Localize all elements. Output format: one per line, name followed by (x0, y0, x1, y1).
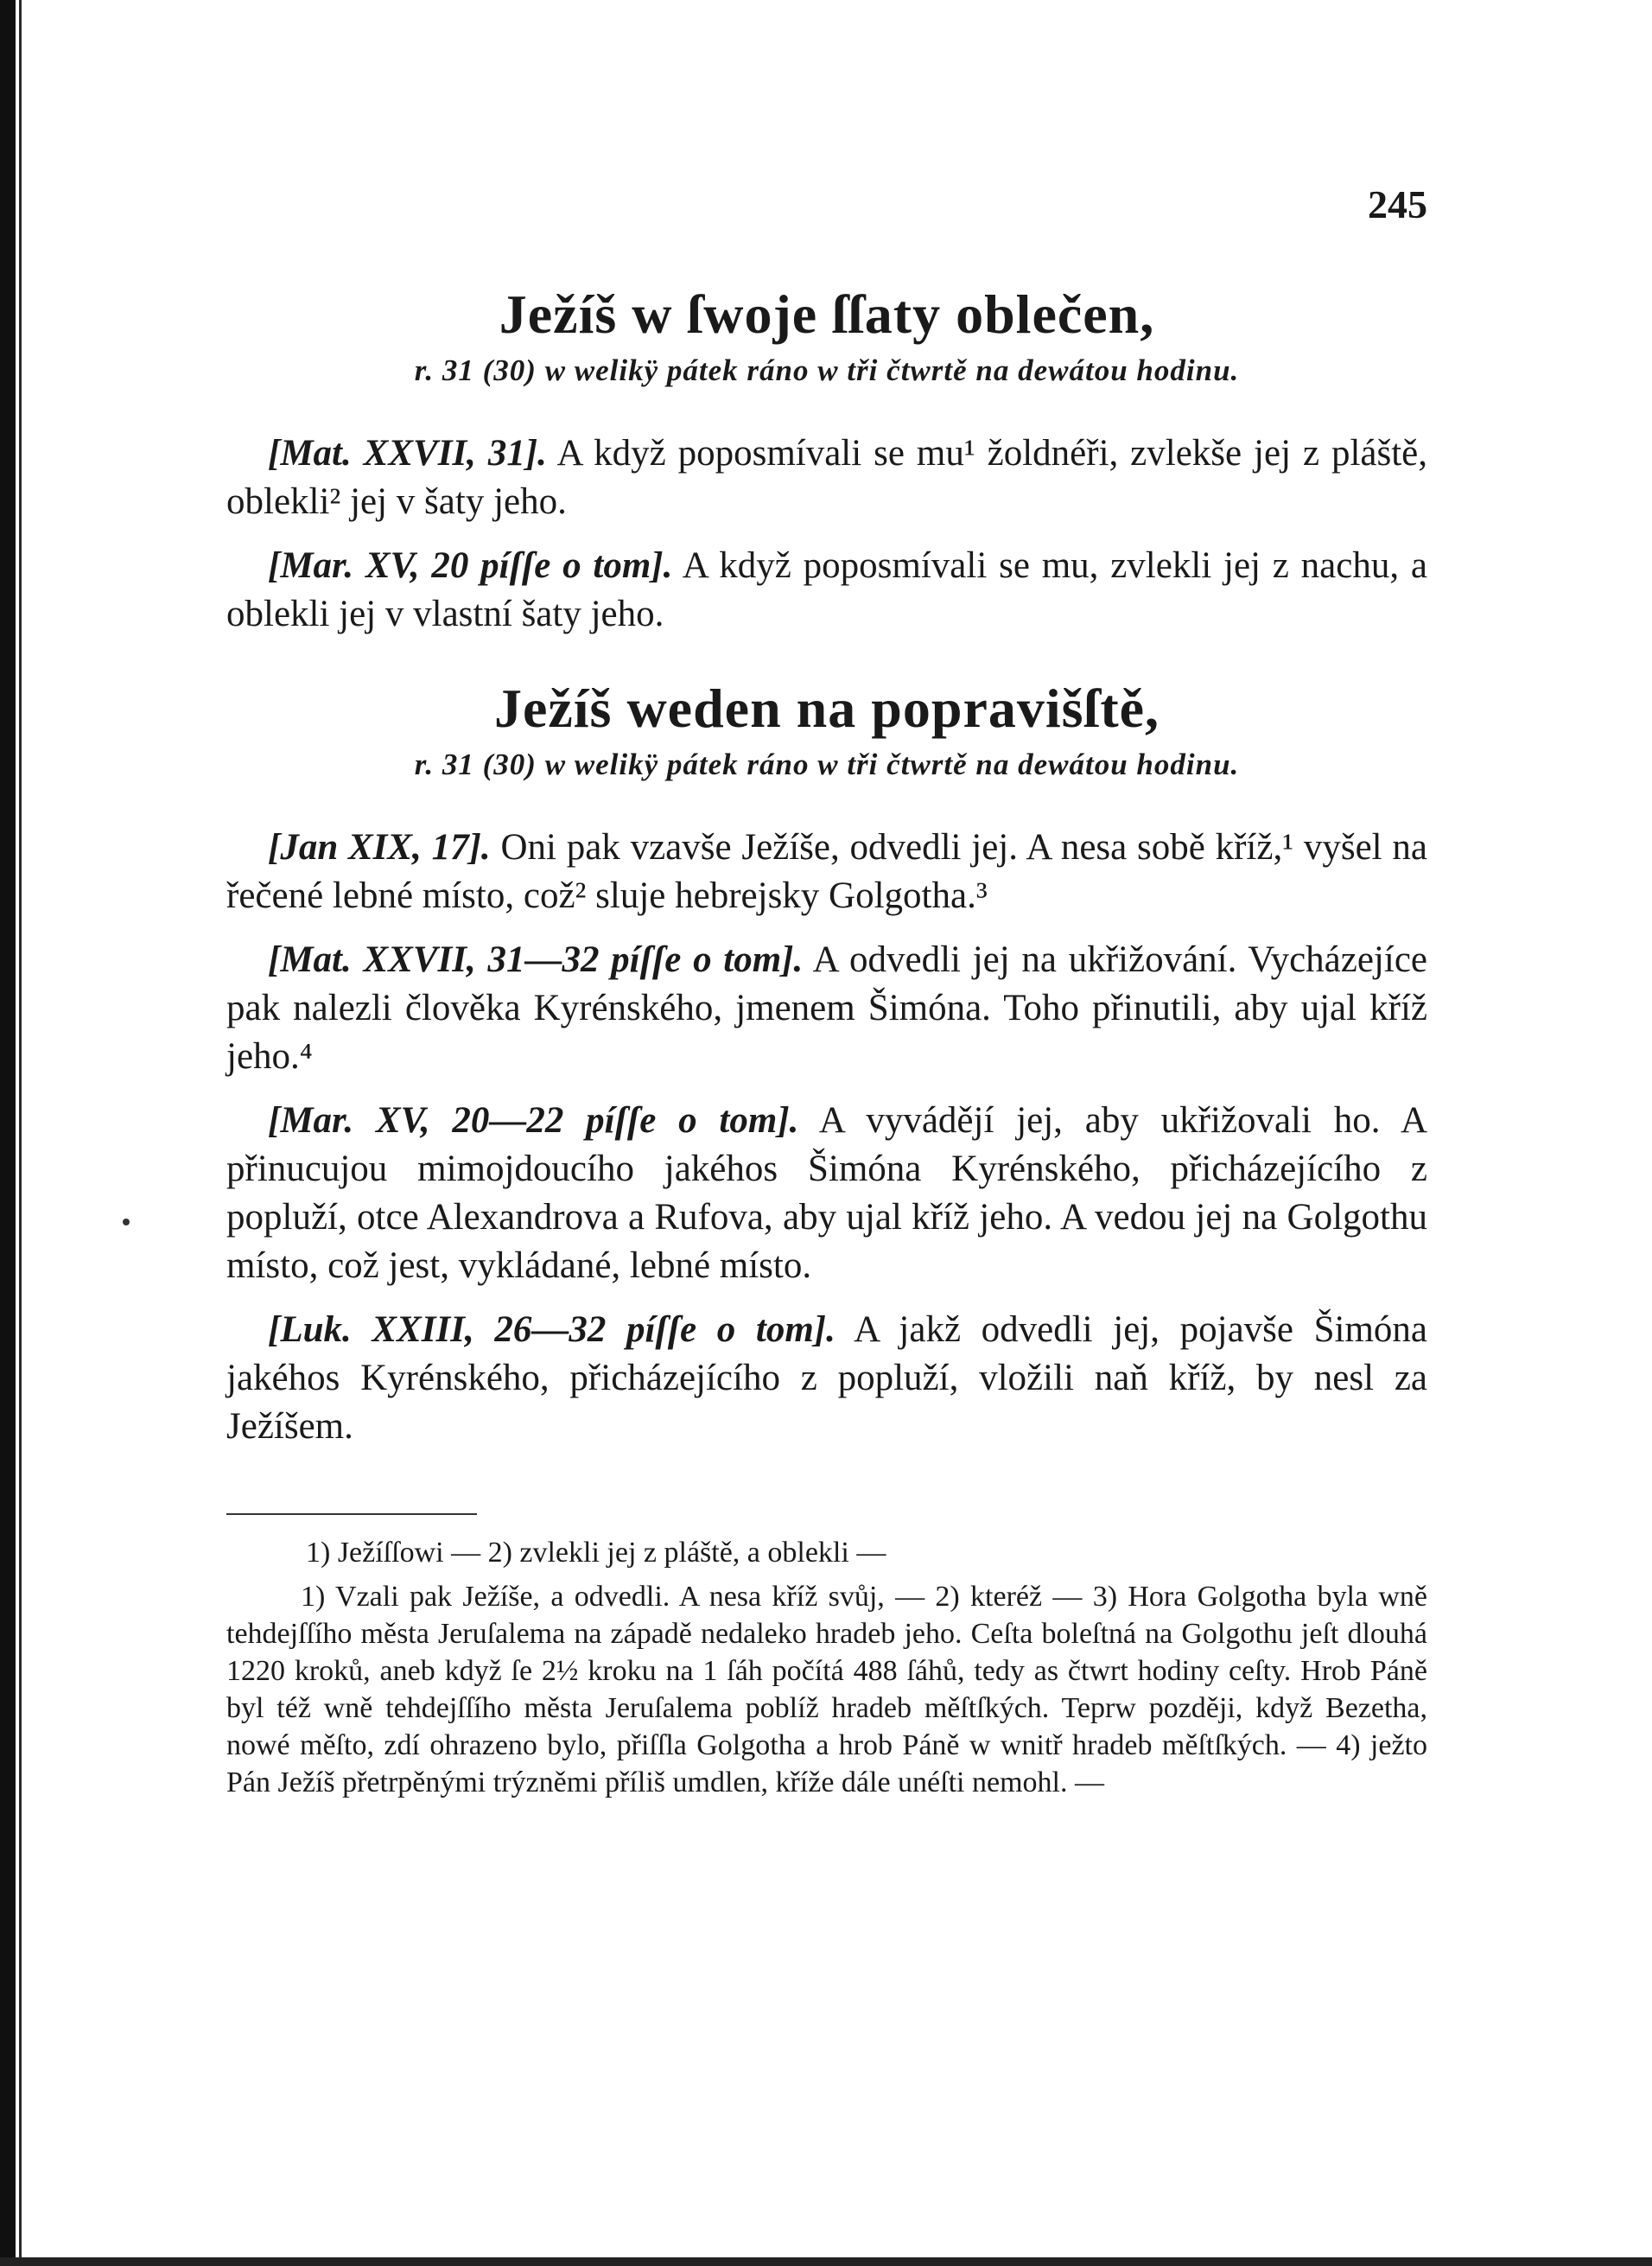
section-1-paragraph (226, 542, 1427, 639)
paragraph-text: A vyvádějí jej, aby ukřižovali ho. A přinucujou mimojdoucího jakéhos Šimóna Kyrénského, přicházejícího z popluží, otce Alexandrova a Rufova, aby ujal kříž jeho. A vedou jej na Golgothu místo, což jest, vykládané, lebné místo. (226, 1100, 1427, 1286)
page-content (226, 147, 1427, 1808)
page-bottom-edge (0, 2257, 1652, 2266)
section-2-paragraph (226, 1306, 1427, 1451)
scripture-reference: [Mar. XV, 20—22 píſſe o tom]. (268, 1100, 799, 1141)
section-2-subtitle: r. 31 (30) w welikÿ pátek ráno w tři čtwrtě na dewátou hodinu. (414, 748, 1240, 781)
footnote: 1) Vzali pak Ježíše, a odvedli. A nesa kříž svůj, — 2) kteréž — 3) Hora Golgotha byla wně tehdejſſího města Jeruſalema na západě nedaleko hradeb jeho. Ceſta boleſtná na Golgothu jeſt dlouhá 1220 kroků, aneb když ſe 2½ kroku na 1 ſáh počítá 488 ſáhů, tedy as čtwrt hodiny ceſty. Hrob Páně byl též wně tehdejſſího města Jeruſalema poblíž hradeb měſtſkých. Teprw později, když Bezetha, nowé měſto, zdí ohrazeno bylo, přiſſla Golgotha a hrob Páně w wnitř hradeb měſtſkých. — 4) ježto Pán Ježíš přetrpěnými trýzněmi příliš umdlen, kříže dále unéſti nemohl. — (226, 1581, 1427, 1798)
section-2-paragraph (226, 1097, 1427, 1290)
scripture-reference: [Mat. XXVII, 31—32 píſſe o tom]. (268, 939, 804, 980)
footnote: 1) Ježíſſowi — 2) zvlekli jej z pláště, a oblekli — (306, 1537, 886, 1569)
section-1-title: Ježíš w ſwoje ſſaty oblečen, (499, 283, 1155, 345)
scripture-reference: [Mar. XV, 20 píſſe o tom]. (268, 545, 673, 586)
paragraph-text: A jakž odvedli jej, pojavše Šimóna jakéhos Kyrénského, přicházejícího z popluží, vložili naň kříž, by nesl za Ježíšem. (226, 1309, 1427, 1447)
page-number: 245 (1368, 182, 1427, 226)
footnote-divider (226, 1513, 477, 1515)
paragraph-text: A když poposmívali se mu¹ žoldnéři, zvlekše jej z pláště, oblekli² jej v šaty jeho. (226, 433, 1427, 522)
section-2-paragraph (226, 936, 1427, 1081)
section-2-paragraph (226, 824, 1427, 920)
paragraph-text: A když poposmívali se mu, zvlekli jej z nachu, a oblekli jej v vlastní šaty jeho. (226, 545, 1427, 634)
scripture-reference: [Mat. XXVII, 31]. (268, 433, 547, 474)
scripture-reference: [Luk. XXIII, 26—32 píſſe o tom]. (268, 1309, 836, 1350)
page-left-edge-line (19, 0, 22, 2266)
paragraph-text: Oni pak vzavše Ježíše, odvedli jej. A nesa sobě kříž,¹ vyšel na řečené lebné místo, což² sluje hebrejsky Golgotha.³ (226, 827, 1427, 916)
paragraph-text: A odvedli jej na ukřižování. Vycházejíce pak nalezli člověka Kyrénského, jmenem Šimóna. Toho přinutili, aby ujal kříž jeho.⁴ (226, 939, 1427, 1077)
scripture-reference: [Jan XIX, 17]. (268, 827, 491, 868)
section-2-title: Ježíš weden na popravišſtě, (493, 678, 1160, 739)
margin-dot (123, 1219, 130, 1225)
section-1-subtitle: r. 31 (30) w welikÿ pátek ráno w tři čtwrtě na dewátou hodinu. (414, 353, 1240, 387)
section-1-paragraph (226, 430, 1427, 526)
page-left-edge (0, 0, 16, 2266)
